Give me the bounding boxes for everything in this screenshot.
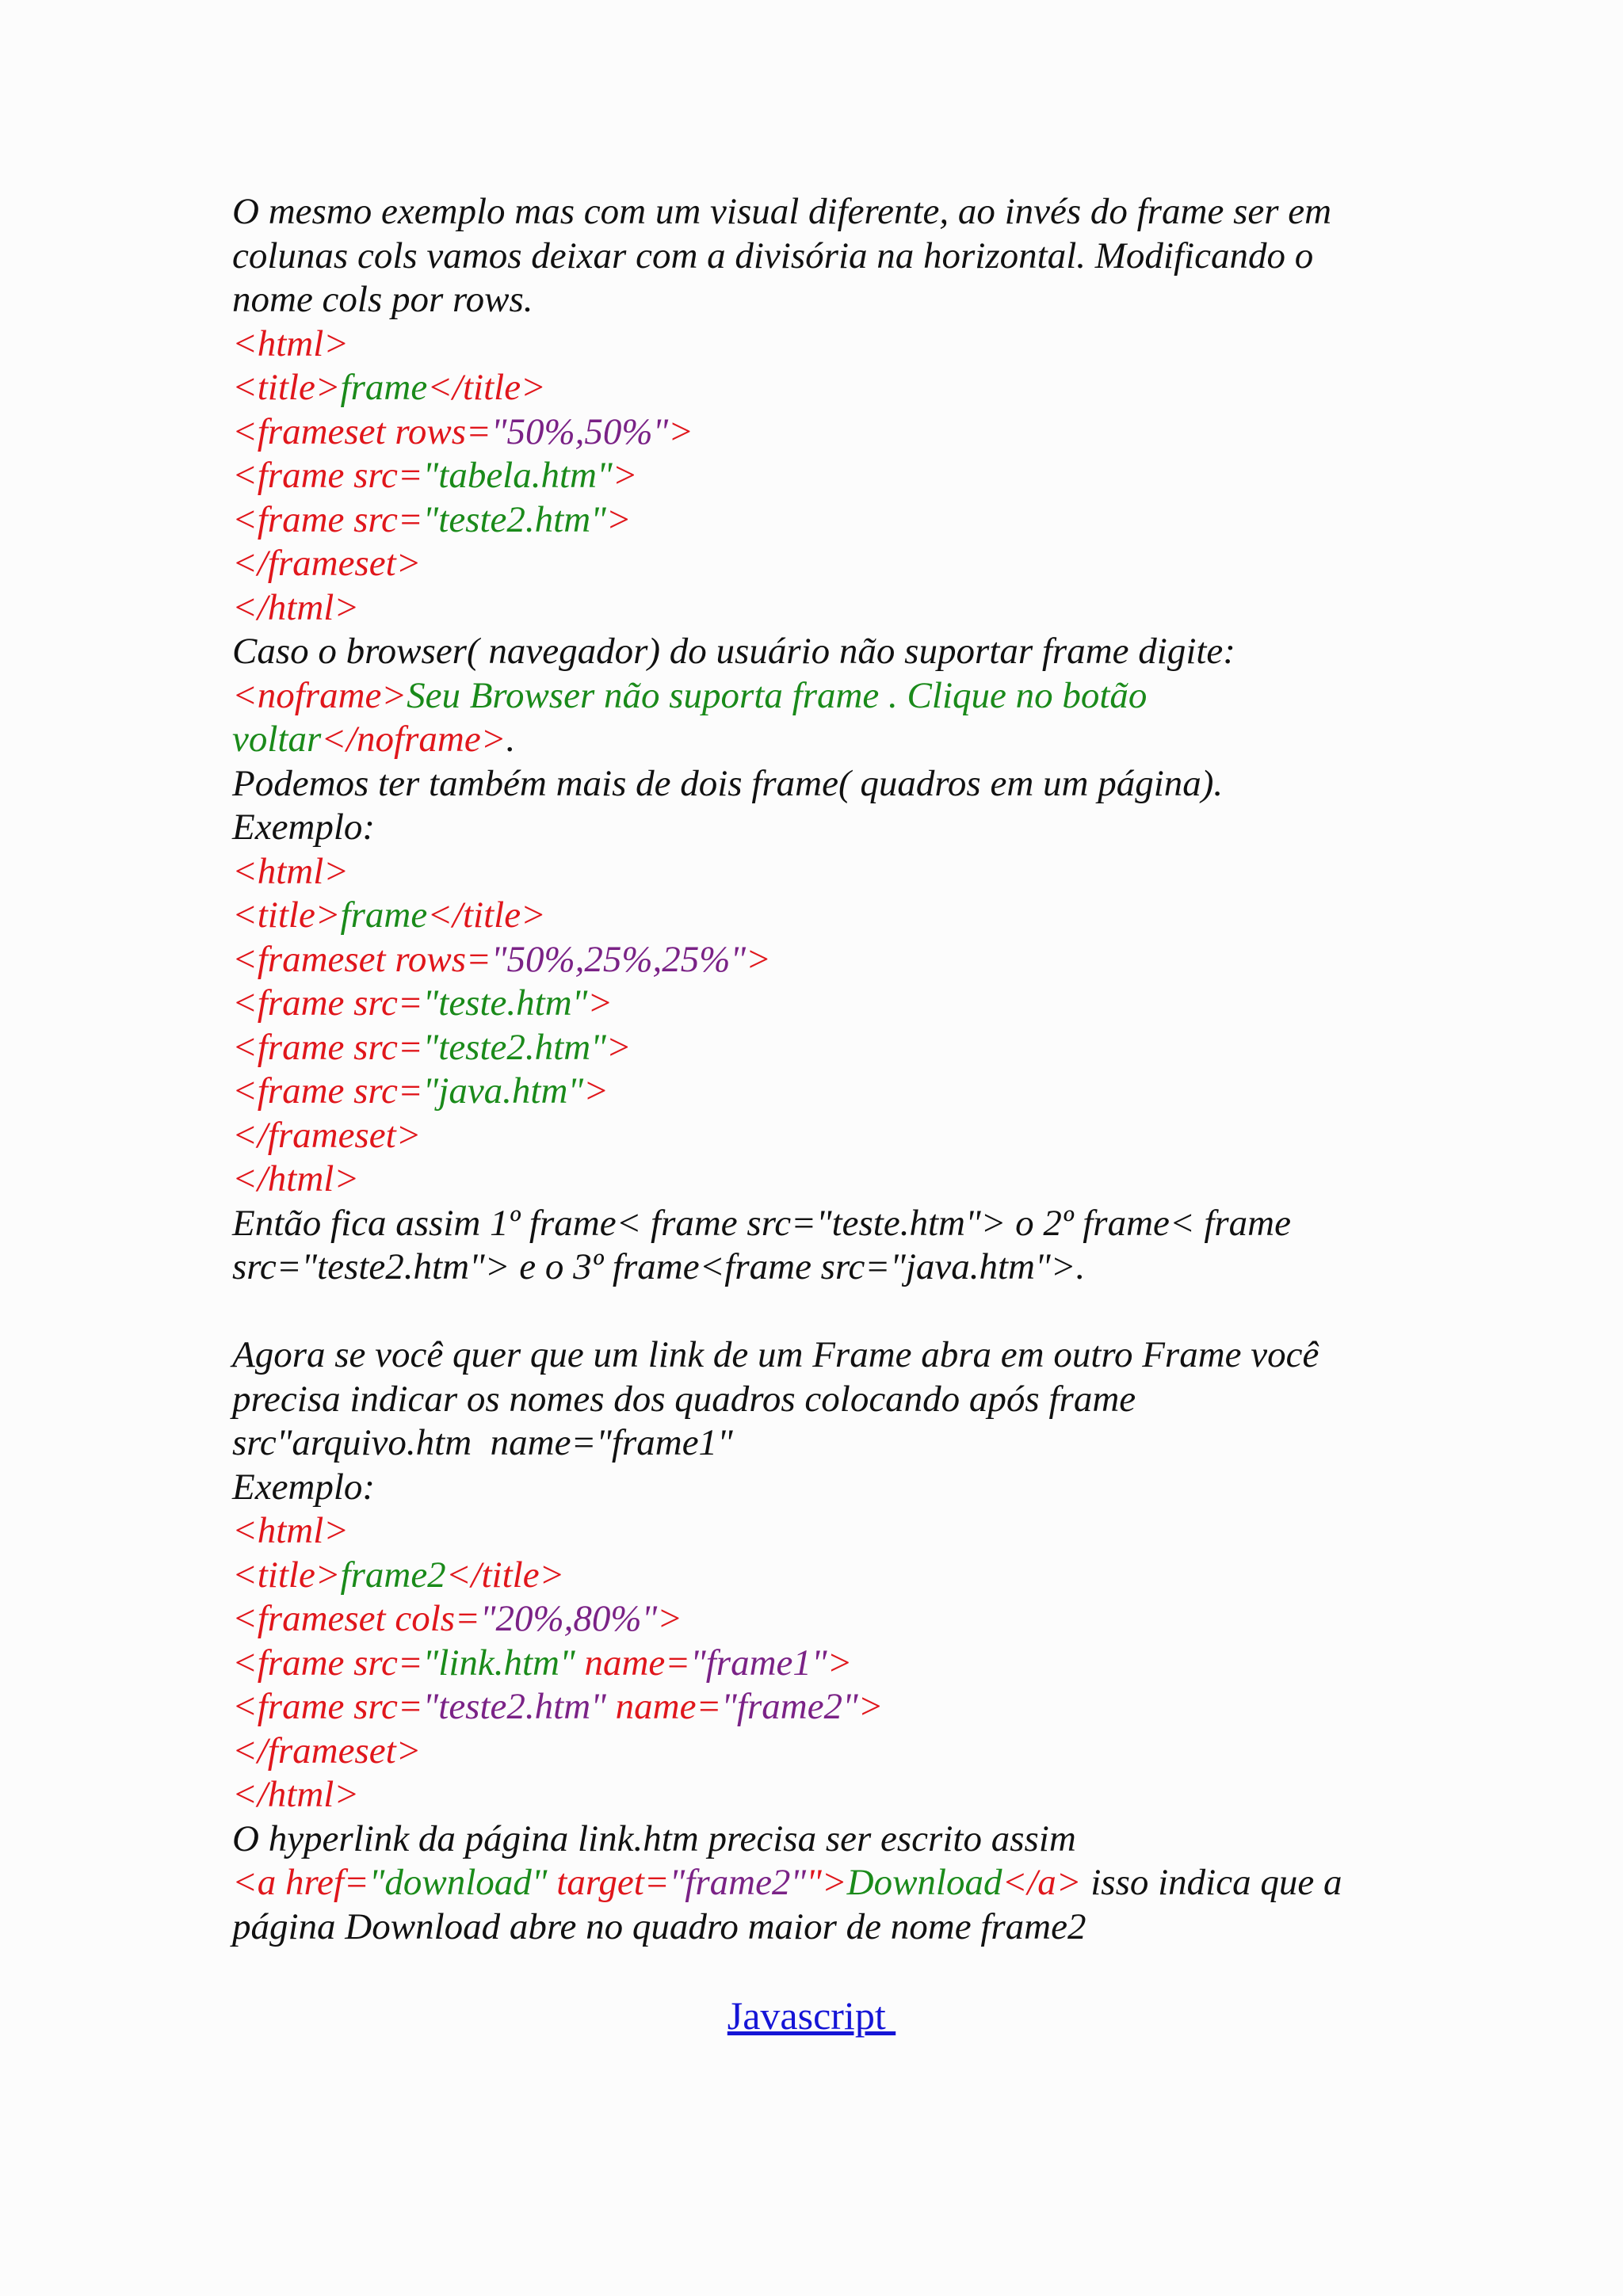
link-intro-line-2: precisa indicar os nomes dos quadros colocando após frame — [232, 1378, 1136, 1420]
code-frameset-close: </frameset> — [232, 1114, 422, 1156]
code-frameset-close: </frameset> — [232, 543, 422, 584]
code-noframe-open: <noframe> — [232, 674, 407, 716]
code-frame-prefix: <frame src= — [232, 1070, 423, 1112]
code-frame-line — [232, 1685, 1405, 1730]
code-frame-src: "tabela.htm" — [422, 455, 613, 496]
code-title-open: <title> — [232, 367, 341, 408]
code-frame-line — [232, 1070, 1405, 1114]
anchor-example-line — [232, 1861, 1405, 1905]
code-frameset-value: "20%,80%" — [479, 1598, 658, 1639]
code-noframe-close: </noframe> — [321, 719, 506, 760]
intro-line-3: nome cols por rows. — [232, 279, 533, 320]
code-frame-line — [232, 454, 1405, 498]
code-noframe-text-1: Seu Browser não suporta frame . Clique no botão — [407, 674, 1148, 716]
hyperlink-intro: O hyperlink da página link.htm precisa ser escrito assim — [232, 1817, 1076, 1859]
code-frame-name-attr: name= — [605, 1686, 722, 1727]
link-intro-line-3: src"arquivo.htm name="frame1" — [232, 1422, 733, 1463]
code-frame-suffix: > — [857, 1686, 884, 1727]
code-title-line — [232, 894, 1405, 938]
paragraph-spacer — [232, 1290, 1405, 1334]
code-frame-suffix: > — [583, 1070, 609, 1112]
code-html-close: </html> — [232, 1158, 360, 1199]
code-frameset-suffix: > — [668, 410, 693, 452]
code-frame-prefix: <frame src= — [232, 1026, 423, 1068]
code-html-open: <html> — [232, 1510, 349, 1551]
intro-line-1: O mesmo exemplo mas com um visual diferente, ao invés do frame ser em — [232, 191, 1332, 232]
noframe-line-1 — [232, 674, 1405, 719]
code-anchor-text: Download — [846, 1862, 1002, 1903]
code-frameset-value: "50%,25%,25%" — [491, 938, 747, 980]
code-frameset-line — [232, 1597, 1405, 1642]
anchor-explanation: isso indica que a — [1081, 1862, 1342, 1903]
code-frame-src: "teste2.htm" — [422, 498, 606, 540]
footer — [0, 1993, 1623, 2039]
code-title-line — [232, 366, 1405, 410]
code-frame-suffix: > — [827, 1642, 853, 1684]
code-frameset-prefix: <frameset cols= — [232, 1598, 480, 1639]
code-title-close: </title> — [427, 894, 546, 936]
link-intro-line-1: Agora se você quer que um link de um Frame abra em outro Frame você — [232, 1334, 1319, 1375]
code-html-open: <html> — [232, 322, 349, 364]
code-frame-suffix: > — [587, 982, 613, 1024]
code-frame-src: "java.htm" — [422, 1070, 584, 1112]
code-frame-name-value: "frame2" — [721, 1686, 858, 1727]
code-frameset-prefix: <frameset rows= — [232, 938, 491, 980]
code-noframe-text-2: voltar — [232, 719, 322, 760]
code-frame-prefix: <frame src= — [232, 1642, 423, 1684]
code-frameset-suffix: > — [657, 1598, 683, 1639]
code-title-open: <title> — [232, 1554, 341, 1596]
code-title-text: frame — [340, 894, 428, 936]
example-label: Exemplo: — [232, 1466, 376, 1508]
code-frameset-prefix: <frameset rows= — [232, 410, 491, 452]
code-title-line — [232, 1554, 1405, 1598]
code-frame-line — [232, 498, 1405, 543]
code-frame-suffix: > — [612, 455, 638, 496]
code-frameset-value: "50%,50%" — [491, 410, 669, 452]
code-frameset-line — [232, 938, 1405, 982]
code-frame-suffix: > — [605, 1026, 632, 1068]
code-frameset-close: </frameset> — [232, 1730, 422, 1772]
code-frameset-line — [232, 410, 1405, 455]
code-title-close: </title> — [445, 1554, 565, 1596]
code-anchor-suffix: "> — [806, 1862, 847, 1903]
code-anchor-target-attr: target= — [547, 1862, 670, 1903]
noframe-line-2 — [232, 718, 1405, 762]
code-frame-name-attr: name= — [575, 1642, 691, 1684]
code-frame-src: "link.htm" — [422, 1642, 575, 1684]
code-anchor-close: </a> — [1002, 1862, 1082, 1903]
explanation-line-1: Então fica assim 1º frame< frame src="teste.htm"> o 2º frame< frame — [232, 1202, 1291, 1244]
code-anchor-prefix: <a href= — [232, 1862, 369, 1903]
code-html-close: </html> — [232, 586, 360, 628]
noframe-intro: Caso o browser( navegador) do usuário não suportar frame digite: — [232, 631, 1235, 672]
code-html-open: <html> — [232, 850, 349, 892]
code-title-text: frame — [340, 367, 428, 408]
code-frame-prefix: <frame src= — [232, 982, 423, 1024]
code-title-text: frame2 — [340, 1554, 446, 1596]
code-anchor-href: "download" — [369, 1862, 548, 1903]
code-frame-prefix: <frame src= — [232, 498, 423, 540]
code-frame-line — [232, 982, 1405, 1026]
code-html-close: </html> — [232, 1774, 360, 1815]
explanation-line-2: src="teste2.htm"> e o 3º frame<frame src="java.htm">. — [232, 1246, 1086, 1287]
code-frame-line — [232, 1642, 1405, 1686]
code-frame-suffix: > — [605, 498, 632, 540]
code-frame-src: "teste2.htm" — [422, 1026, 606, 1068]
intro-line-2: colunas cols vamos deixar com a divisória na horizontal. Modificando o — [232, 235, 1314, 277]
document-body — [232, 190, 1405, 1949]
multi-frame-intro: Podemos ter também mais de dois frame( quadros em um página). — [232, 762, 1224, 804]
code-frame-src: "teste2.htm" — [422, 1686, 606, 1727]
closing-line: página Download abre no quadro maior de nome frame2 — [232, 1905, 1086, 1947]
code-title-open: <title> — [232, 894, 341, 936]
code-frame-prefix: <frame src= — [232, 455, 423, 496]
example-label: Exemplo: — [232, 807, 376, 848]
code-frame-src: "teste.htm" — [422, 982, 588, 1024]
code-anchor-target-value: "frame2" — [669, 1862, 807, 1903]
code-title-close: </title> — [427, 367, 546, 408]
javascript-link[interactable]: Javascript — [727, 1993, 896, 2038]
code-frameset-suffix: > — [746, 938, 771, 980]
code-frame-name-value: "frame1" — [690, 1642, 827, 1684]
noframe-period: . — [506, 719, 516, 760]
code-frame-prefix: <frame src= — [232, 1686, 423, 1727]
code-frame-line — [232, 1026, 1405, 1070]
